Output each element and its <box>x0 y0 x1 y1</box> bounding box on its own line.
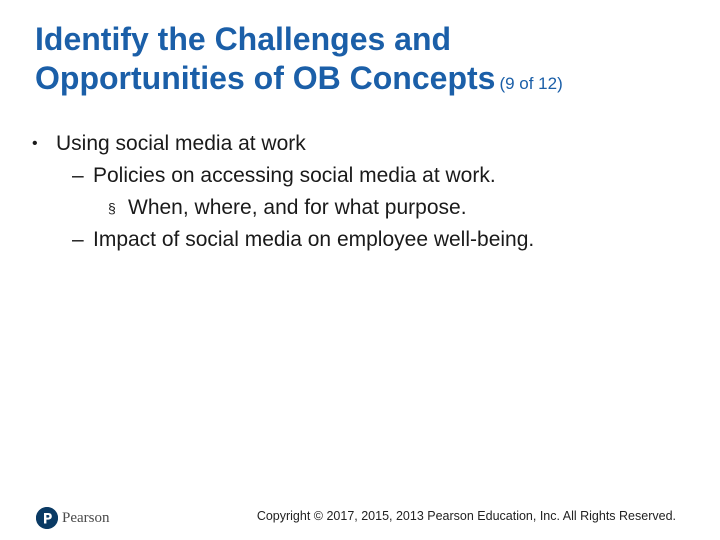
bullet-text: When, where, and for what purpose. <box>128 196 467 219</box>
copyright-notice: Copyright © 2017, 2015, 2013 Pearson Education, Inc. All Rights Reserved. <box>256 509 676 523</box>
bullet-text: Impact of social media on employee well-being. <box>93 228 535 251</box>
bullet-item <box>0 192 720 224</box>
bullet-marker: – <box>72 228 84 251</box>
title-line-1: Identify the Challenges and <box>35 21 452 57</box>
bullet-item <box>0 160 720 192</box>
bullet-marker: § <box>108 200 116 216</box>
slide-count: (9 of 12) <box>499 74 563 93</box>
slide-title <box>35 20 695 103</box>
bullet-text: Using social media at work <box>56 132 306 155</box>
bullet-text: Policies on accessing social media at work. <box>93 164 496 187</box>
bullet-list <box>0 128 720 256</box>
bullet-item <box>0 128 720 160</box>
bullet-item <box>0 224 720 256</box>
bullet-marker: • <box>32 135 38 152</box>
pearson-logo <box>36 506 110 530</box>
bullet-marker: – <box>72 164 84 187</box>
title-line-2-text: Opportunities of OB Concepts <box>35 60 496 96</box>
pearson-logo-icon <box>36 507 58 529</box>
title-line-2 <box>35 59 695 103</box>
pearson-logo-text: Pearson <box>62 509 110 526</box>
